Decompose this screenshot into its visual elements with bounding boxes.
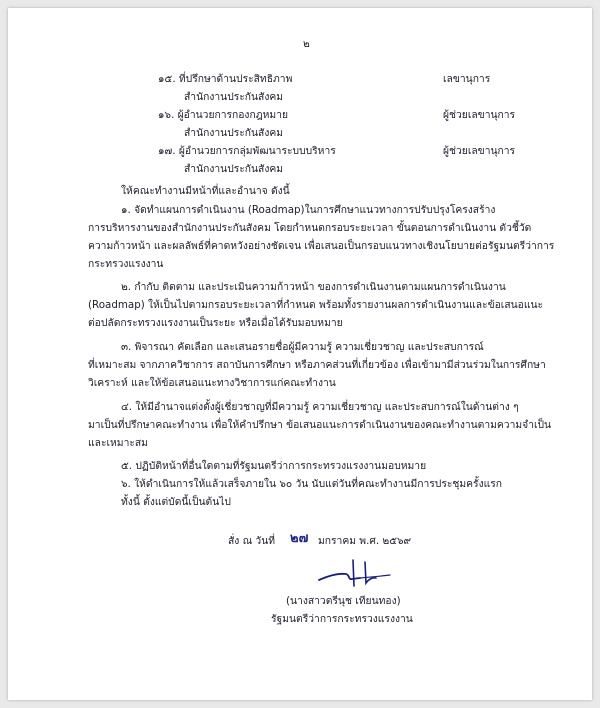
signer-title: รัฐมนตรีว่าการกระทรวงแรงงาน bbox=[271, 613, 413, 625]
member-org-15: สำนักงานประกันสังคม bbox=[184, 91, 284, 103]
duty-4-line-3: และเหมาะสม bbox=[88, 437, 148, 449]
duty-2-line-2: (Roadmap) ให้เป็นไปตามกรอบระยะเวลาที่กำหนด พร้อมทั้งรายงานผลการดำเนินงานและข้อเสนอแนะ bbox=[88, 299, 544, 311]
member-org-17: สำนักงานประกันสังคม bbox=[184, 163, 284, 175]
page-number: ๒ bbox=[303, 38, 310, 50]
member-role-15: เลขานุการ bbox=[443, 73, 491, 85]
member-role-17: ผู้ช่วยเลขานุการ bbox=[443, 145, 516, 157]
date-prefix: สั่ง ณ วันที่ bbox=[228, 535, 276, 547]
duty-5: ๕. ปฏิบัติหน้าที่อื่นใดตามที่รัฐมนตรีว่าการกระทรวงแรงงานมอบหมาย bbox=[121, 460, 427, 472]
duty-3-line-2: ที่เหมาะสม จากภาควิชาการ สถาบันการศึกษา หรือภาคส่วนที่เกี่ยวข้อง เพื่อเข้ามามีส่วนร่วมในการศึกษา bbox=[88, 359, 546, 371]
duty-1-line-3: ความก้าวหน้า และผลลัพธ์ที่คาดหวังอย่างชัดเจน เพื่อเสนอเป็นกรอบแนวทางเชิงนโยบายต่อรัฐมนตรีว่าการ bbox=[88, 240, 555, 252]
duty-2-line-3: ต่อปลัดกระทรวงแรงงานเป็นระยะ หรือเมื่อได้รับมอบหมาย bbox=[88, 317, 343, 329]
member-item-16: ๑๖. ผู้อำนวยการกองกฎหมาย bbox=[158, 109, 289, 121]
duty-1-line-1: ๑. จัดทำแผนการดำเนินงาน (Roadmap)ในการศึกษาแนวทางการปรับปรุงโครงสร้าง bbox=[121, 204, 496, 216]
date-day-handwritten: ๒๗ bbox=[290, 531, 309, 546]
duty-1-line-2: การบริหารงานของสำนักงานประกันสังคม โดยกำหนดกรอบระยะเวลา ขั้นตอนการดำเนินงาน ตัวชี้วัด bbox=[88, 222, 532, 234]
document-page bbox=[8, 8, 592, 700]
duty-4-line-1: ๔. ให้มีอำนาจแต่งตั้งผู้เชี่ยวชาญที่มีความรู้ ความเชี่ยวชาญ และประสบการณ์ในด้านต่าง ๆ bbox=[121, 401, 519, 413]
effective-clause: ทั้งนี้ ตั้งแต่บัดนี้เป็นต้นไป bbox=[121, 496, 231, 508]
member-item-15: ๑๕. ที่ปรึกษาด้านประสิทธิภาพ bbox=[158, 73, 293, 85]
member-role-16: ผู้ช่วยเลขานุการ bbox=[443, 109, 516, 121]
duty-6: ๖. ให้ดำเนินการให้แล้วเสร็จภายใน ๖๐ วัน นับแต่วันที่คณะทำงานมีการประชุมครั้งแรก bbox=[121, 478, 503, 490]
duty-2-line-1: ๒. กำกับ ติดตาม และประเมินความก้าวหน้า ของการดำเนินงานตามแผนการดำเนินงาน bbox=[121, 281, 506, 293]
duty-1-line-4: กระทรวงแรงงาน bbox=[88, 258, 164, 270]
duty-3-line-1: ๓. พิจารณา คัดเลือก และเสนอรายชื่อผู้มีความรู้ ความเชี่ยวชาญ และประสบการณ์ bbox=[121, 341, 484, 353]
date-rest: มกราคม พ.ศ. ๒๕๖๙ bbox=[318, 535, 412, 547]
signer-name: (นางสาวตรีนุช เทียนทอง) bbox=[286, 595, 401, 607]
duty-4-line-2: มาเป็นที่ปรึกษาคณะทำงาน เพื่อให้คำปรึกษา ข้อเสนอแนะการดำเนินงานของคณะทำงานตามความจำเป็น bbox=[88, 419, 552, 431]
member-item-17: ๑๗. ผู้อำนวยการกลุ่มพัฒนาระบบบริหาร bbox=[158, 145, 336, 157]
member-org-16: สำนักงานประกันสังคม bbox=[184, 127, 284, 139]
duties-intro: ให้คณะทำงานมีหน้าที่และอำนาจ ดังนี้ bbox=[121, 185, 290, 197]
signature-image bbox=[316, 556, 394, 590]
duty-3-line-3: วิเคราะห์ และให้ข้อเสนอแนะทางวิชาการแก่คณะทำงาน bbox=[88, 377, 336, 389]
